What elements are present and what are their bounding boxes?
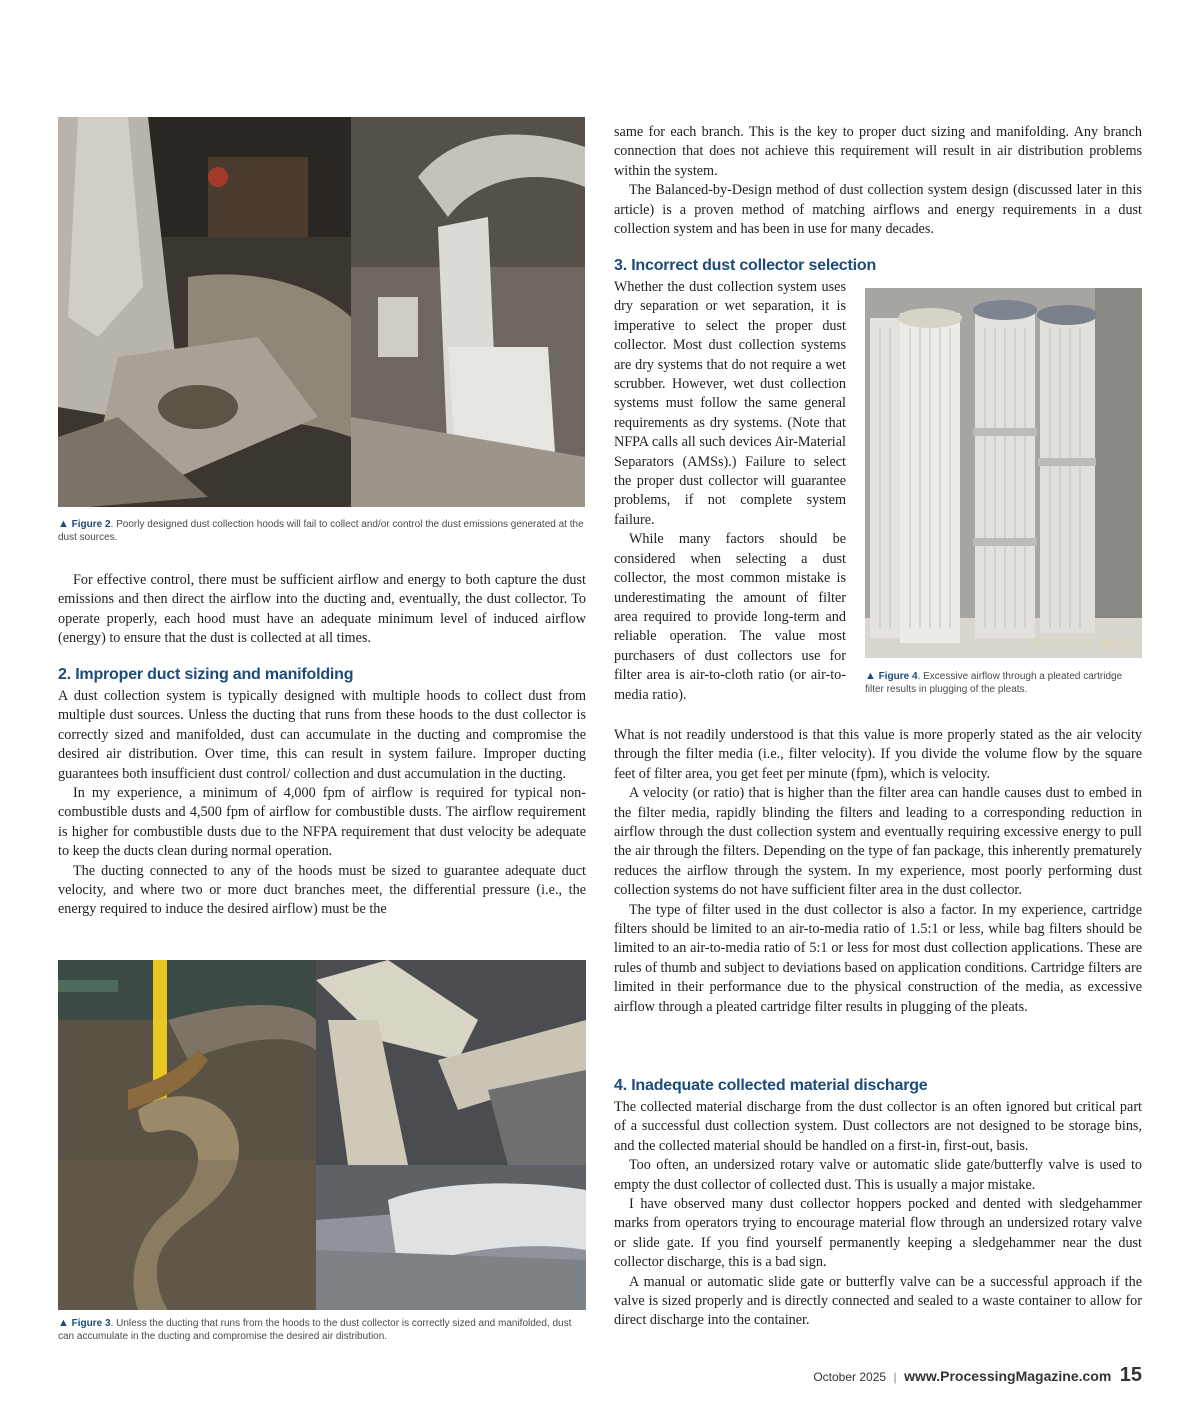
website-link[interactable]: www.ProcessingMagazine.com xyxy=(904,1368,1112,1384)
section-3-heading: 3. Incorrect dust collector selection xyxy=(614,257,877,274)
paragraph: While many factors should be considered when selecting a dust collector, the most common mistake is underestimating the amount of filter area required to provide long-term and reliable operation. The value most purchasers of dust collectors use for filter area is air-to-cloth ratio (or air-to-media ratio). xyxy=(614,531,846,703)
caption-triangle-icon: ▲ xyxy=(865,670,876,682)
figure-4-photo xyxy=(865,288,1142,658)
figure-4-caption: ▲ Figure 4. Excessive airflow through a pleated cartridge filter results in plugging of the pleats. xyxy=(865,670,1123,695)
paragraph: A velocity (or ratio) that is higher than the filter area can handle causes dust to embed in the filter media, rapidly blinding the filters and leading to a corresponding reduction in airflow through the dust collection system and eventually requiring excessive energy to pull the air through the filters. Depending on the type of fan package, this inherently prematurely reduces the airflow through the system. In my experience, most poorly performing dust collection systems do not have sufficient filter area in the dust collector. xyxy=(614,785,1142,899)
page-footer xyxy=(813,1364,1142,1387)
caption-triangle-icon: ▲ xyxy=(58,518,69,530)
paragraph: Too often, an undersized rotary valve or automatic slide gate/butterfly valve is used to empty the dust collector of collected dust. This is usually a major mistake. xyxy=(614,1157,1142,1193)
section-3-wide-body xyxy=(614,726,1142,1017)
section-4-heading: 4. Inadequate collected material discharge xyxy=(614,1077,928,1094)
paragraph: The type of filter used in the dust collector is also a factor. In my experience, cartridge filters should be limited to an air-to-media ratio of 1.5:1 or less, while bag filters should be limited to an air-to-media ratio of 5:1 or less for most dust collection applications. These are rules of thumb and subject to deviations based on application conditions. Cartridge filters are limited in their performance due to the physical construction of the media, as excessive airflow through a pleated cartridge filter results in plugging of the pleats. xyxy=(614,901,1142,1015)
paragraph: The Balanced-by-Design method of dust collection system design (discussed later in this article) is a proven method of matching airflows and energy requirements in a dust collection system and has been in use for many decades. xyxy=(614,182,1142,238)
paragraph: In my experience, a minimum of 4,000 fpm of airflow is required for typical non-combustible dusts and 4,500 fpm of airflow for combustible dusts. The airflow requirement is higher for combustible dusts due to the NFPA requirement that dust velocity be adequate to keep the ducts clean during normal operation. xyxy=(58,785,586,860)
page-number: 15 xyxy=(1119,1364,1142,1386)
paragraph: What is not readily understood is that this value is more properly stated as the air velocity through the filter media (i.e., filter velocity). If you divide the volume flow by the square feet of filter area, you get feet per minute (fpm), which is velocity. xyxy=(614,727,1142,782)
paragraph: The ducting connected to any of the hoods must be sized to guarantee adequate duct velocity, and where two or more duct branches meet, the differential pressure (i.e., the energy required to induce the desired airflow) must be the xyxy=(58,862,586,918)
photo-timestamp: 2015/11/25 06:50 xyxy=(1028,637,1134,650)
left-intro-text xyxy=(58,571,586,649)
issue-date: October 2025 xyxy=(813,1370,887,1384)
figure-3-caption: ▲ Figure 3. Unless the ducting that runs from the hoods to the dust collector is correctly sized and manifolded, dust can accumulate in the ducting and compromise the desired air distribution. xyxy=(58,1317,572,1342)
paragraph: A manual or automatic slide gate or butterfly valve can be a successful approach if the valve is sized properly and is directly connected and sealed to a waste container to allow for direct discharge into the container. xyxy=(614,1273,1142,1329)
figure-2-caption: ▲ Figure 2. Poorly designed dust collection hoods will fail to collect and/or control the dust emissions generated at the dust sources. xyxy=(58,518,584,543)
section-2-heading: 2. Improper duct sizing and manifolding xyxy=(58,666,354,683)
paragraph: same for each branch. This is the key to proper duct sizing and manifolding. Any branch connection that does not achieve this requirement will result in air distribution problems within the system. xyxy=(614,124,1142,179)
paragraph: A dust collection system is typically designed with multiple hoods to collect dust from multiple dust sources. Unless the ducting that runs from these hoods to the dust collector is correctly sized and manifolded, dust can accumulate in the ducting and compromise the desired air distribution. Over time, this can result in system failure. Improper ducting guarantees both insufficient dust control/ collection and dust accumulation in the ducting. xyxy=(58,688,586,782)
paragraph: For effective control, there must be sufficient airflow and energy to both capture the dust emissions and then direct the airflow into the ducting and, eventually, the dust collector. To operate properly, each hood must have an adequate minimum level of induced airflow (energy) to ensure that the dust is collected at all times. xyxy=(58,572,586,647)
footer-separator: | xyxy=(893,1370,897,1384)
paragraph: The collected material discharge from the dust collector is an often ignored but critical part of a successful dust collection system. Dust collectors are not designed to be storage bins, and the collected material should be handled on a first-in, first-out, basis. xyxy=(614,1099,1142,1154)
figure-3-photo xyxy=(58,960,586,1310)
paragraph: Whether the dust collection system uses dry separation or wet separation, it is imperative to select the proper dust collector. Most dust collection systems are dry systems that do not require a wet scrubber. However, wet dust collection systems must follow the same general requirements as dry systems. (Note that NFPA calls all such devices Air-Material Separators (AMSs).) Failure to select the proper dust collector will guarantee problems, if not complete system failure. xyxy=(614,279,846,528)
section-3-narrow-body xyxy=(614,278,846,705)
section-4-body xyxy=(614,1098,1142,1331)
paragraph: I have observed many dust collector hoppers pocked and dented with sledgehammer marks from operators trying to encourage material flow through an undersized rotary valve or slide gate. If you find yourself permanently keeping a sledgehammer near the dust collector discharge, this is a bad sign. xyxy=(614,1196,1142,1271)
section-2-body xyxy=(58,687,586,920)
figure-2-photo xyxy=(58,117,585,507)
right-top-text xyxy=(614,123,1142,239)
caption-triangle-icon: ▲ xyxy=(58,1317,69,1329)
